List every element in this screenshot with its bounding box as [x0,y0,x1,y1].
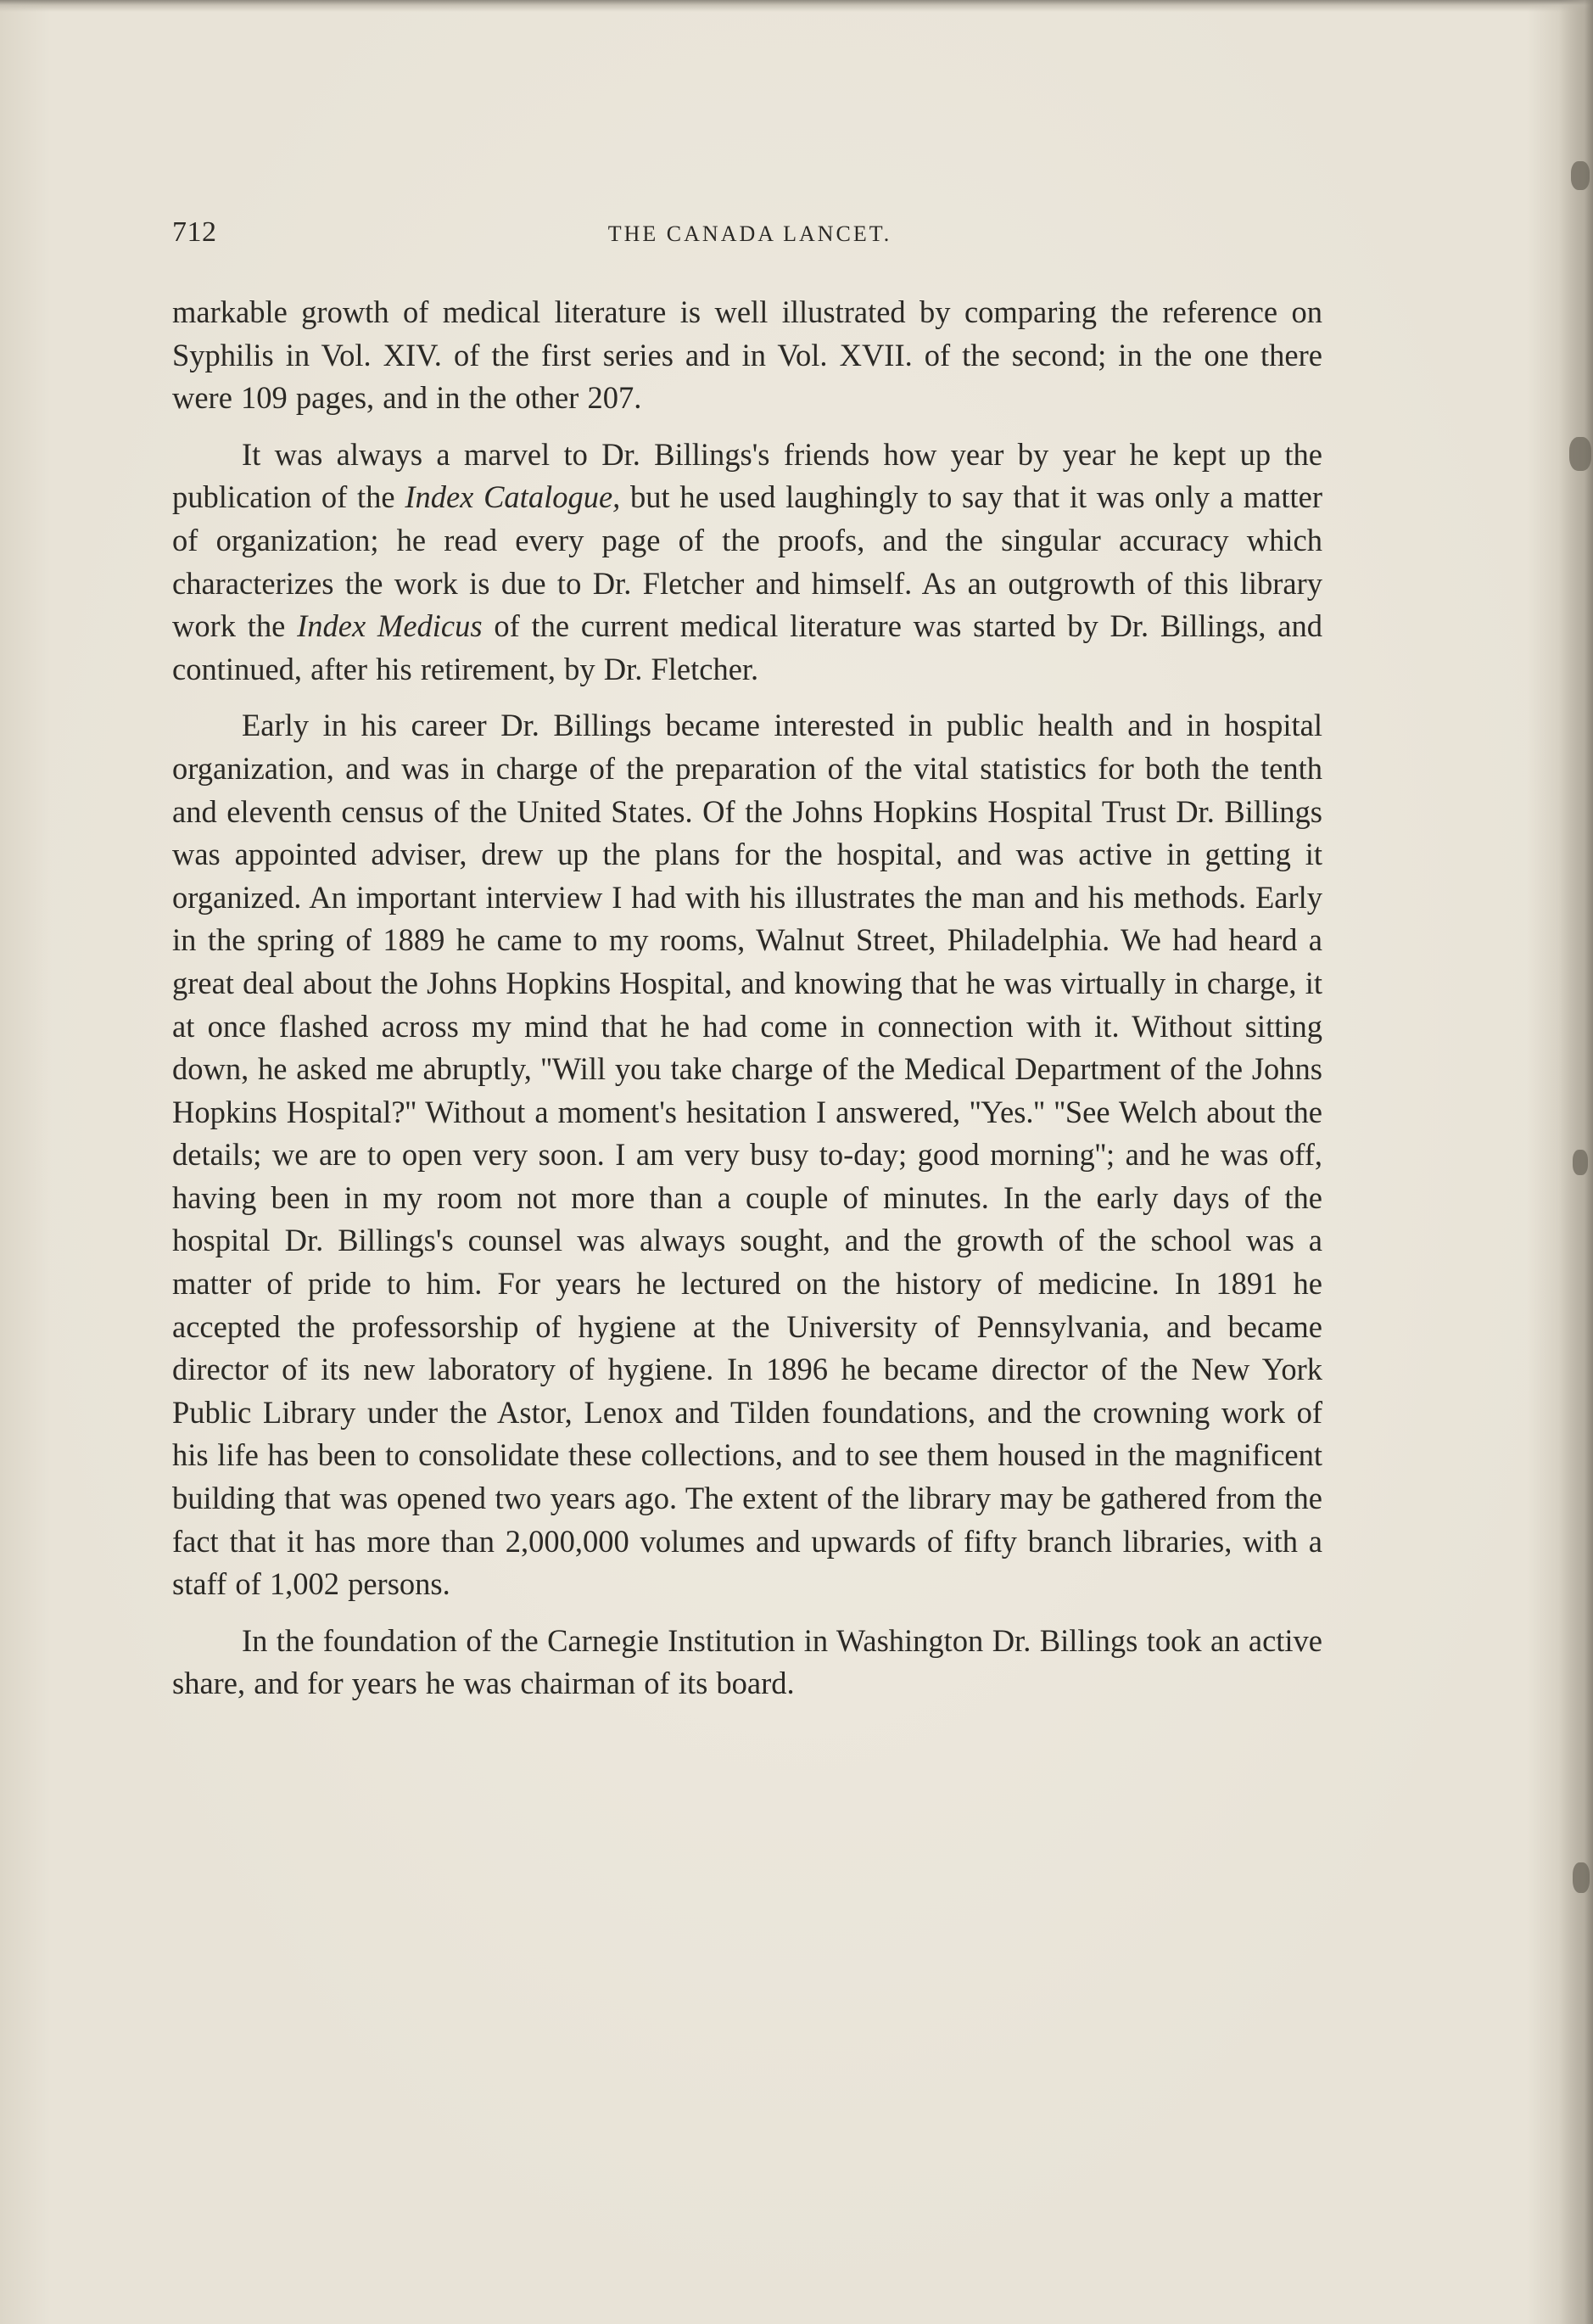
paragraph: In the foundation of the Carnegie Institution in Washington Dr. Billings took an active share, and for years he was chairman of its board. [172,1622,1322,1701]
top-edge-shadow [0,0,1593,12]
paragraph: markable growth of medical literature is well illustrated by comparing the reference on Syphilis in Vol. XIV. of the first series and in Vol. XVII. of the second; in the one there were 109 pages, and in the other 207. [172,294,1322,416]
paragraph-text: but he used laughingly to say that it was only a matter of organization; he read every page of the proofs, and the singular accuracy which characterizes the work is due to Dr. Fletcher and himself. As an outgrowth of this library work the [172,479,1322,644]
edge-stain-mark [1571,161,1590,190]
paragraph: Early in his career Dr. Billings became interested in public health and in hospital organization, and was in charge of the preparation of the vital statistics for both the tenth and eleventh census of the United States. Of the Johns Hopkins Hospital Trust Dr. Billings was appointed adviser, drew up the plans for the hospital, and was active in getting it organized. An important interview I had with his illustrates the man and his methods. Early in the spring of 1889 he came to my rooms, Walnut Street, Philadelphia. We had heard a great deal about the Johns Hopkins Hospital, and knowing that he was virtually in charge, it at once flashed across my mind that he had come in connection with it. Without sitting down, he asked me abruptly, ''Will you take charge of the Medical Department of the Johns Hopkins Hospital?'' Without a moment's hesitation I answered, ''Yes.'' ''See Welch about the details; we are to open very soon. I am very busy to-day; good morning''; and he was off, having been in my room not more than a couple of minutes. In the early days of the hospital Dr. Billings's counsel was always sought, and the growth of the school was a matter of pride to him. For years he lectured on the history of medicine. In 1891 he accepted the professorship of hygiene at the University of Pennsylvania, and became director of its new laboratory of hygiene. In 1896 he became director of the New York Public Library under the Astor, Lenox and Tilden foundations, and the crowning work of his life has been to consolidate these collections, and to see them housed in the magnificent building that was opened two years ago. The extent of the library may be gathered from the fact that it has more than 2,000,000 volumes and upwards of fifty branch libraries, with a staff of 1,002 persons. [172,708,1322,1602]
page-number: 712 [172,216,217,248]
italic-title: Index Catalogue, [405,479,621,515]
paragraph-text: It was always a marvel to Dr. Billings's friends how year by year he kept up the publication of the [172,436,1322,515]
edge-stain-mark [1573,1150,1588,1175]
edge-stain-mark [1573,1862,1590,1893]
paragraph-text: of the current medical literature was started by Dr. Billings, and continued, after his retirement, by Dr. Fletcher. [172,608,1323,686]
paragraph [172,434,1322,692]
italic-title: Index Medicus [297,608,483,644]
edge-stain-mark [1569,437,1591,471]
article-body [172,291,1322,1719]
running-head: THE CANADA LANCET. [607,221,892,246]
page-header [172,216,1322,255]
